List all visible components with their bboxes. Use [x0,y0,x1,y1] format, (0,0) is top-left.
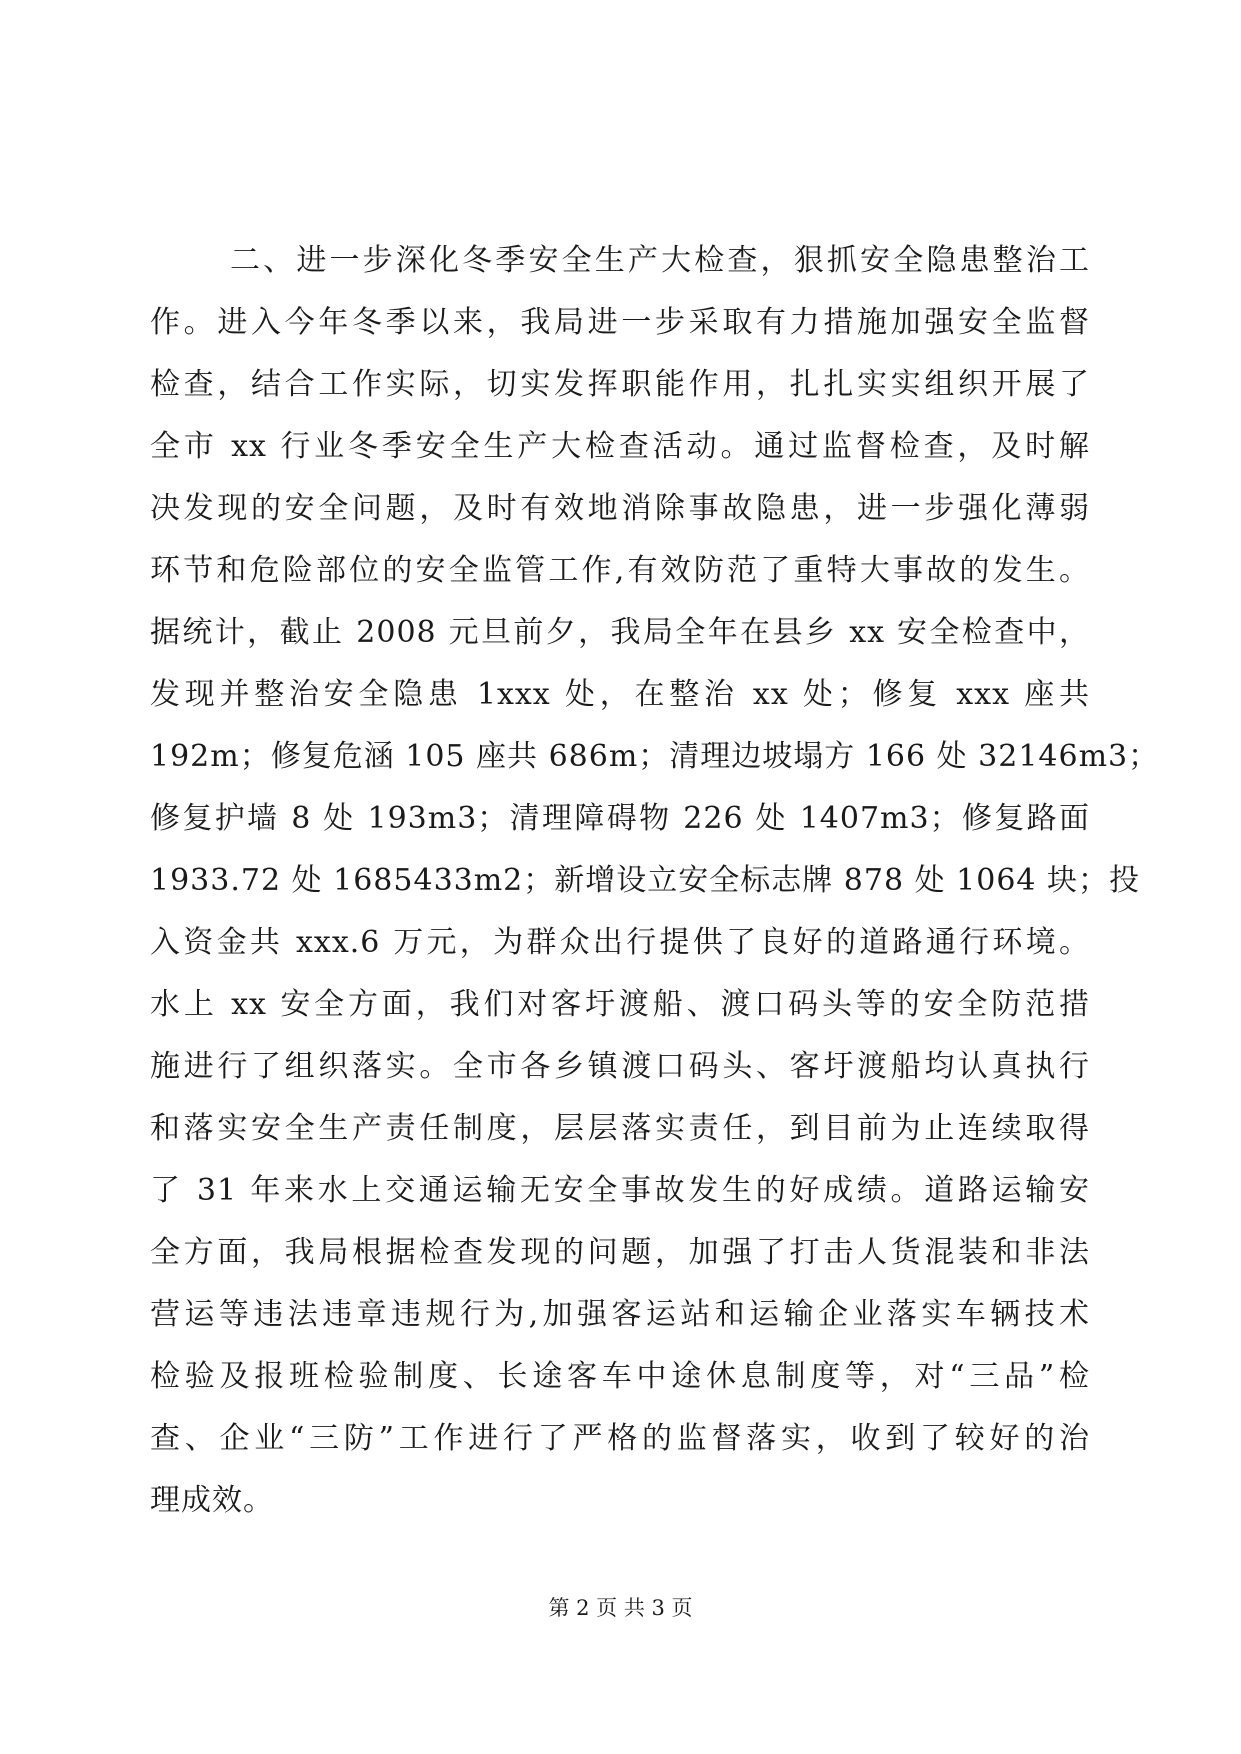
paragraph-line: 营运等违法违章违规行为,加强客运站和运输企业落实车辆技术 [150,1297,1090,1332]
paragraph-line: 环节和危险部位的安全监管工作,有效防范了重特大事故的发生。 [150,553,1090,588]
paragraph-line: 查、企业“三防”工作进行了严格的监督落实，收到了较好的治 [150,1421,1090,1456]
paragraph-line: 1933.72 处 1685433m2；新增设立安全标志牌 878 处 1064 块；投 [150,863,1141,898]
paragraph-line: 192m；修复危涵 105 座共 686m；清理边坡塌方 166 处 32146m3； [150,739,1160,774]
paragraph-line: 入资金共 xxx.6 万元，为群众出行提供了良好的道路通行环境。 [150,925,1090,960]
paragraph-line: 和落实安全生产责任制度，层层落实责任，到目前为止连续取得 [150,1111,1090,1146]
paragraph-line: 检查，结合工作实际，切实发挥职能作用，扎扎实实组织开展了 [150,367,1090,402]
paragraph-line: 据统计，截止 2008 元旦前夕，我局全年在县乡 xx 安全检查中， [150,615,1090,650]
paragraph-line: 水上 xx 安全方面，我们对客圩渡船、渡口码头等的安全防范措 [150,987,1090,1022]
paragraph-line: 作。进入今年冬季以来，我局进一步采取有力措施加强安全监督 [150,305,1090,340]
paragraph-line: 检验及报班检验制度、长途客车中途休息制度等，对“三品”检 [150,1359,1090,1394]
paragraph-line: 决发现的安全问题，及时有效地消除事故隐患，进一步强化薄弱 [150,491,1090,526]
paragraph-line: 全市 xx 行业冬季安全生产大检查活动。通过监督检查，及时解 [150,429,1090,464]
page-number-footer: 第 2 页 共 3 页 [548,1596,693,1620]
paragraph-line: 发现并整治安全隐患 1xxx 处，在整治 xx 处；修复 xxx 座共 [150,677,1090,712]
paragraph-line: 全方面，我局根据检查发现的问题，加强了打击人货混装和非法 [150,1235,1090,1270]
paragraph-line: 理成效。 [150,1483,274,1518]
paragraph-line: 二、进一步深化冬季安全生产大检查，狠抓安全隐患整治工 [230,243,1090,278]
paragraph-line: 了 31 年来水上交通运输无安全事故发生的好成绩。道路运输安 [150,1173,1090,1208]
paragraph-line: 施进行了组织落实。全市各乡镇渡口码头、客圩渡船均认真执行 [150,1049,1090,1084]
body-paragraph [150,230,1160,1532]
paragraph-line: 修复护墙 8 处 193m3；清理障碍物 226 处 1407m3；修复路面 [150,801,1090,836]
